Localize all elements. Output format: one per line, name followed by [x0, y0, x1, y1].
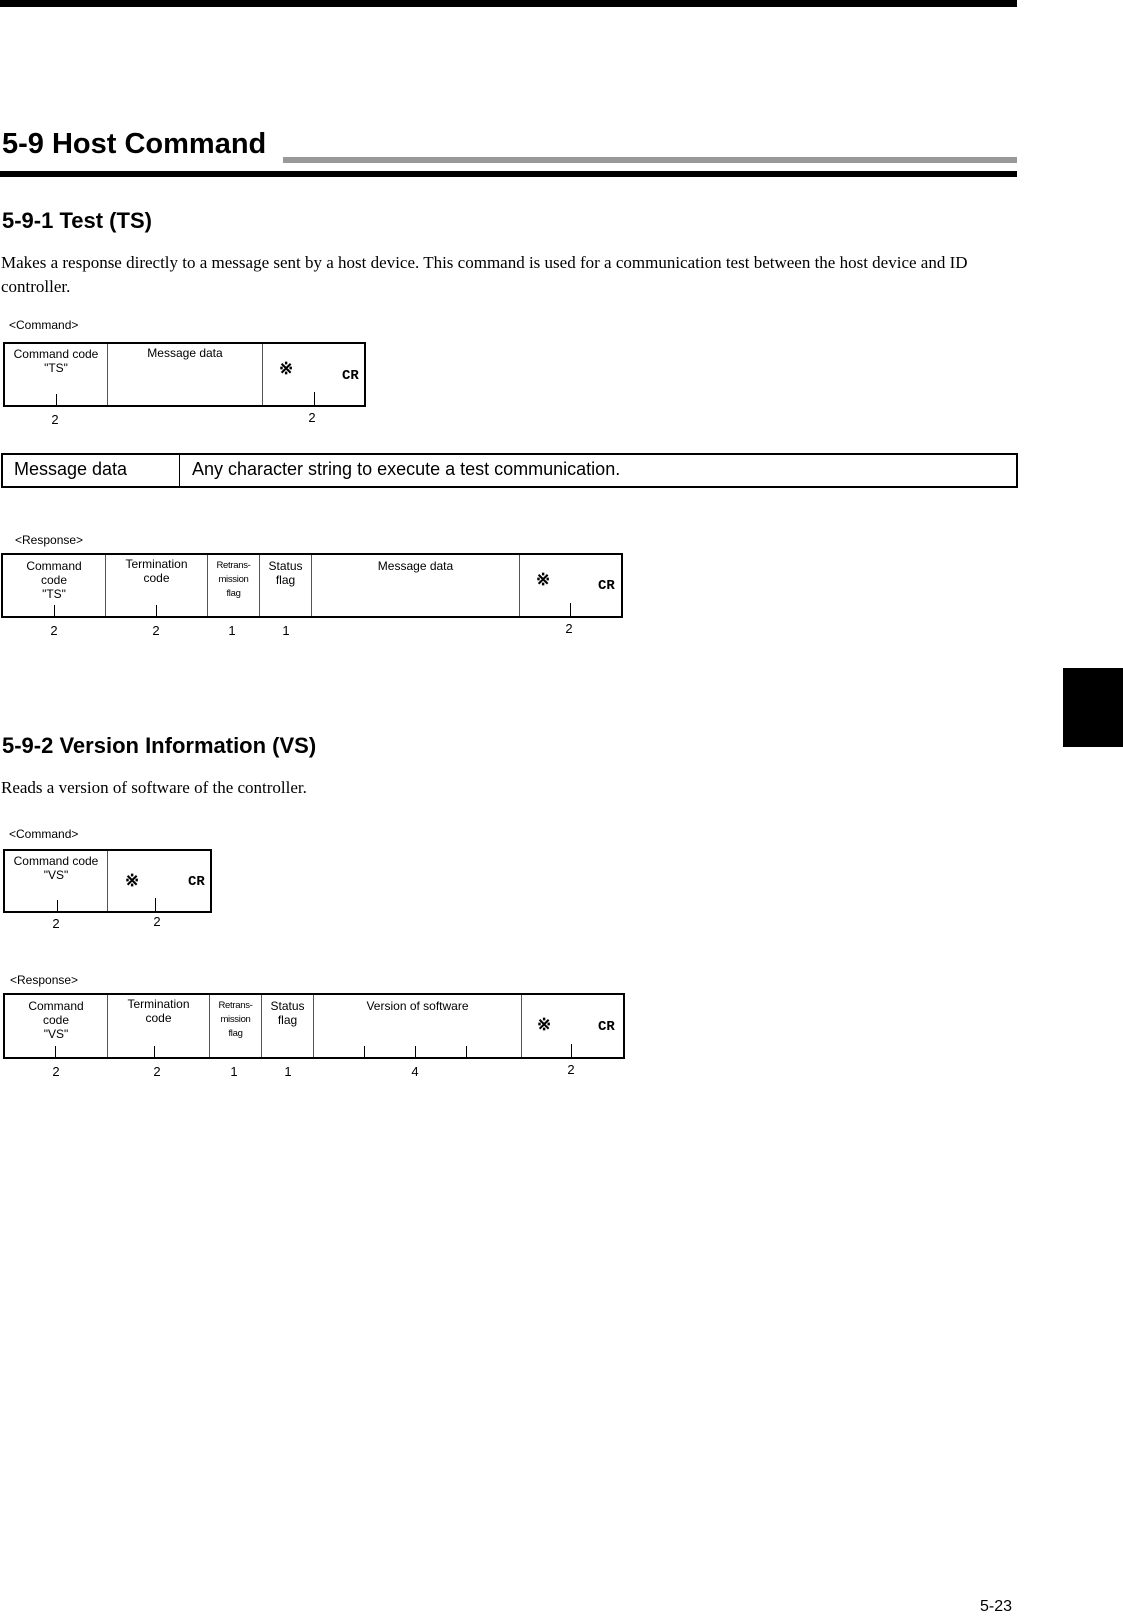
- termination-label-line1: Termination: [125, 557, 188, 571]
- version-command-caption: <Command>: [9, 827, 79, 841]
- chapter-tab-marker: [1063, 668, 1123, 747]
- table-description-cell: Any character string to execute a test communication.: [192, 459, 621, 479]
- command-code-value: "VS": [43, 1027, 69, 1041]
- command-code-cell: [3, 559, 105, 601]
- command-code-label-line1: Command: [28, 999, 84, 1013]
- command-code-label-line1: Command: [26, 559, 82, 573]
- terminator-cr: CR: [598, 1019, 615, 1035]
- command-code-cell: [5, 999, 107, 1041]
- command-code-value: "VS": [43, 868, 69, 882]
- retrans-label-line1: Retrans-: [216, 560, 251, 571]
- version-of-software-label: Version of software: [366, 999, 469, 1013]
- terminator-cr: CR: [342, 368, 359, 384]
- status-label-line1: Status: [270, 999, 305, 1013]
- tick-mark: [57, 900, 58, 913]
- section-title-black-rule: [0, 171, 1017, 177]
- message-data-label: Message data: [377, 559, 454, 573]
- table-field-cell: Message data: [3, 455, 180, 486]
- retrans-label-line3: flag: [226, 588, 241, 599]
- test-response-frame: [1, 553, 623, 618]
- command-code-label: Command code: [13, 347, 99, 361]
- tick-mark: [364, 1046, 365, 1059]
- byte-count: 2: [308, 410, 316, 425]
- byte-count: 2: [565, 621, 573, 636]
- status-label-line1: Status: [268, 559, 303, 573]
- message-data-table: [1, 453, 1018, 488]
- test-response-caption: <Response>: [15, 533, 84, 547]
- tick-mark: [571, 1044, 572, 1057]
- message-data-label: Message data: [147, 346, 223, 360]
- status-flag-cell: [260, 559, 311, 587]
- byte-count: 1: [228, 623, 236, 638]
- command-code-label-line2: code: [40, 573, 68, 587]
- divider: [521, 995, 522, 1057]
- divider: [519, 555, 520, 616]
- command-code-label: Command code: [13, 854, 99, 868]
- tick-mark: [54, 605, 55, 618]
- retransmission-flag-cell: [208, 559, 259, 601]
- version-response-frame: [3, 993, 625, 1059]
- tick-mark: [55, 1046, 56, 1059]
- command-code-cell: [5, 854, 107, 882]
- retransmission-flag-cell: [210, 999, 261, 1041]
- byte-count: 1: [230, 1064, 238, 1079]
- command-code-value: "TS": [42, 587, 66, 601]
- version-response-caption: <Response>: [10, 973, 79, 987]
- byte-count: 1: [284, 1064, 292, 1079]
- termination-code-cell: [108, 997, 209, 1025]
- byte-count: 2: [567, 1062, 575, 1077]
- terminator-asterisk-icon: ※: [537, 1015, 552, 1034]
- byte-count: 1: [282, 623, 290, 638]
- test-command-frame: [3, 342, 366, 407]
- retrans-label-line3: flag: [228, 1028, 243, 1039]
- byte-count: 2: [153, 914, 161, 929]
- version-command-frame: [3, 849, 212, 913]
- status-flag-cell: [262, 999, 313, 1027]
- byte-count: 2: [52, 1064, 60, 1079]
- byte-count: 2: [51, 412, 59, 427]
- tick-mark: [570, 603, 571, 616]
- test-heading: 5-9-1 Test (TS): [2, 208, 152, 233]
- terminator-asterisk-icon: ※: [279, 359, 294, 378]
- byte-count: 2: [153, 1064, 161, 1079]
- tick-mark: [155, 898, 156, 911]
- terminator-cr: CR: [598, 578, 615, 594]
- command-code-cell: [5, 347, 107, 375]
- tick-mark: [466, 1046, 467, 1059]
- retrans-label-line2: mission: [220, 1014, 251, 1025]
- termination-label-line2: code: [143, 571, 170, 585]
- tick-mark: [314, 392, 315, 405]
- status-label-line2: flag: [275, 573, 296, 587]
- tick-mark: [56, 394, 57, 407]
- termination-code-cell: [106, 557, 207, 585]
- tick-mark: [156, 605, 157, 618]
- divider: [107, 851, 108, 911]
- version-heading: 5-9-2 Version Information (VS): [2, 733, 317, 758]
- byte-count: 2: [52, 916, 60, 931]
- byte-count: 2: [50, 623, 58, 638]
- retrans-label-line2: mission: [218, 574, 249, 585]
- test-description: Makes a response directly to a message sent by a host device. This command is used for a communication test between the host device and ID controller.: [1, 253, 968, 296]
- command-code-label-line2: code: [42, 1013, 70, 1027]
- divider: [262, 344, 263, 405]
- tick-mark: [154, 1046, 155, 1059]
- terminator-cr: CR: [188, 874, 205, 890]
- retrans-label-line1: Retrans-: [218, 1000, 253, 1011]
- test-command-caption: <Command>: [9, 318, 79, 332]
- terminator-asterisk-icon: ※: [536, 570, 551, 589]
- command-code-value: "TS": [44, 361, 68, 375]
- status-label-line2: flag: [277, 1013, 298, 1027]
- termination-label-line2: code: [145, 1011, 172, 1025]
- byte-count: 2: [152, 623, 160, 638]
- terminator-asterisk-icon: ※: [125, 871, 140, 890]
- tick-mark: [415, 1046, 416, 1059]
- page-number: 5-23: [980, 1598, 1013, 1615]
- section-title-gray-rule: [283, 157, 1017, 163]
- termination-label-line1: Termination: [127, 997, 190, 1011]
- section-title: 5-9 Host Command: [2, 128, 267, 160]
- top-rule: [0, 0, 1017, 7]
- byte-count: 4: [411, 1064, 419, 1079]
- version-description: Reads a version of software of the controller.: [1, 778, 307, 797]
